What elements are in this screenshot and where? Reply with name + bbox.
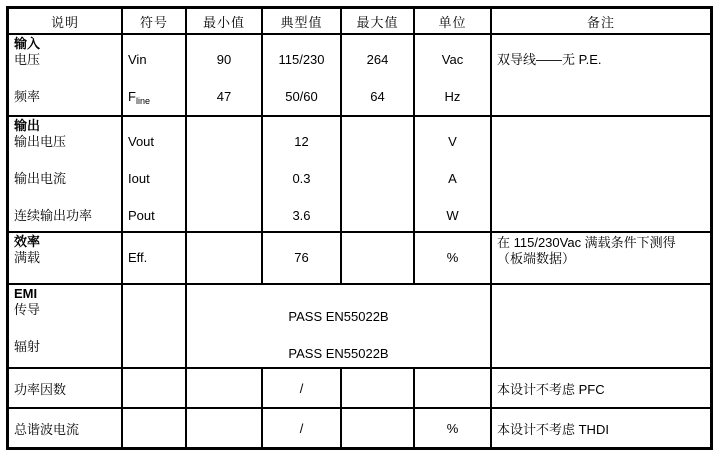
emi-radiated-label: 辐射 <box>14 339 41 354</box>
input-frequency-unit: Hz <box>444 89 461 104</box>
harmonic-current-max-cell <box>342 409 415 447</box>
input-voltage-min: 90 <box>216 52 232 67</box>
output-labels <box>9 117 123 231</box>
power-factor-typ-value: / <box>263 369 342 407</box>
output-current-label: 输出电流 <box>14 171 67 186</box>
spec-table <box>6 6 713 450</box>
input-voltage-unit: Vac <box>441 52 464 67</box>
row-power-factor <box>9 369 710 409</box>
input-frequency-max: 64 <box>370 89 385 104</box>
efficiency-min-cell <box>187 233 263 283</box>
efficiency-unit: % <box>446 250 459 265</box>
output-typ-values <box>263 117 342 231</box>
efficiency-symbol: Eff. <box>128 250 148 265</box>
efficiency-typ-cell <box>263 233 342 283</box>
input-symbols <box>123 35 187 115</box>
input-frequency-min: 47 <box>216 89 232 104</box>
output-current-typ: 0.3 <box>292 171 311 186</box>
input-max-values <box>342 35 415 115</box>
header-description: 说明 <box>9 9 123 33</box>
section-output <box>9 117 710 233</box>
power-factor-max-cell <box>342 369 415 407</box>
input-typ-values <box>263 35 342 115</box>
emi-section-title: EMI <box>14 286 38 301</box>
output-remark-cell <box>492 117 710 231</box>
output-power-typ: 3.6 <box>292 208 311 223</box>
section-efficiency <box>9 233 710 285</box>
efficiency-labels <box>9 233 123 283</box>
output-section-title: 输出 <box>14 118 41 133</box>
harmonic-current-label: 总谐波电流 <box>9 409 123 447</box>
efficiency-remark-line2: （板端数据） <box>497 251 576 266</box>
output-voltage-label: 输出电压 <box>14 134 67 149</box>
emi-conducted-result: PASS EN55022B <box>288 309 389 324</box>
input-frequency-typ: 50/60 <box>285 89 318 104</box>
output-power-symbol: Pout <box>128 208 155 223</box>
efficiency-remark-cell <box>492 233 710 283</box>
harmonic-current-symbol-cell <box>123 409 187 447</box>
efficiency-symbols <box>123 233 187 283</box>
efficiency-typ-value: 76 <box>294 250 309 265</box>
power-factor-symbol-cell <box>123 369 187 407</box>
efficiency-max-cell <box>342 233 415 283</box>
efficiency-fullload-label: 满载 <box>14 250 41 265</box>
symbol-subscript: line <box>135 96 150 106</box>
output-units <box>415 117 492 231</box>
section-emi <box>9 285 710 369</box>
header-max: 最大值 <box>342 9 415 33</box>
output-current-symbol: Iout <box>128 171 150 186</box>
header-min: 最小值 <box>187 9 263 33</box>
input-frequency-label: 频率 <box>14 89 41 104</box>
power-factor-label: 功率因数 <box>9 369 123 407</box>
output-current-unit: A <box>448 171 457 186</box>
output-max-values <box>342 117 415 231</box>
header-remark: 备注 <box>586 14 615 30</box>
section-input <box>9 35 710 117</box>
power-factor-unit-cell <box>415 369 492 407</box>
input-voltage-typ: 115/230 <box>278 52 325 67</box>
output-voltage-typ: 12 <box>294 134 309 149</box>
efficiency-remark-line1: 在 115/230Vac 满载条件下测得 <box>497 235 676 250</box>
output-power-label: 连续输出功率 <box>14 208 93 223</box>
input-voltage-label: 电压 <box>14 52 41 67</box>
harmonic-current-typ-value: / <box>263 409 342 447</box>
header-symbol: 符号 <box>123 9 187 33</box>
row-harmonic-current <box>9 409 710 447</box>
output-voltage-symbol: Vout <box>128 134 155 149</box>
input-labels <box>9 35 123 115</box>
emi-conducted-label: 传导 <box>14 302 41 317</box>
input-voltage-symbol: Vin <box>128 52 147 67</box>
power-factor-remark: 本设计不考虑 PFC <box>497 381 605 397</box>
efficiency-section-title: 效率 <box>14 234 41 249</box>
input-units <box>415 35 492 115</box>
power-factor-min-cell <box>187 369 263 407</box>
harmonic-current-remark: 本设计不考虑 THDI <box>497 421 609 437</box>
input-frequency-symbol: $F_{line}$ <box>128 89 150 106</box>
input-voltage-max: 264 <box>366 52 389 67</box>
output-min-values <box>187 117 263 231</box>
header-row <box>9 9 710 35</box>
output-symbols <box>123 117 187 231</box>
output-voltage-unit: V <box>448 134 457 149</box>
header-typical: 典型值 <box>263 9 342 33</box>
input-section-title: 输入 <box>14 36 41 51</box>
header-unit: 单位 <box>415 9 492 33</box>
output-power-unit: W <box>446 208 459 223</box>
emi-radiated-result: PASS EN55022B <box>288 346 389 361</box>
efficiency-unit-cell <box>415 233 492 283</box>
input-voltage-remark: 双导线——无 P.E. <box>497 52 602 67</box>
harmonic-current-min-cell <box>187 409 263 447</box>
input-min-values <box>187 35 263 115</box>
harmonic-current-unit: % <box>415 409 492 447</box>
input-remark-cell <box>492 35 710 115</box>
